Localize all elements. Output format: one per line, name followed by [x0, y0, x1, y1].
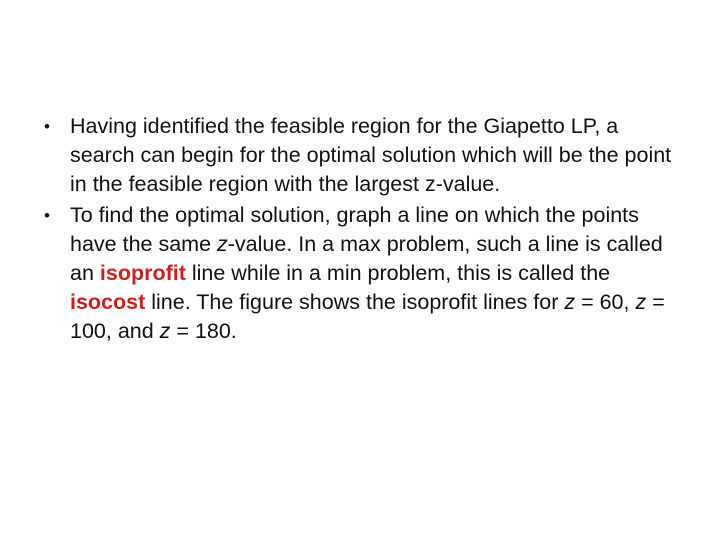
bullet-item-feasible-region	[44, 112, 678, 199]
bullet-text-part: To find the optimal solution, graph a line on which the points have the same	[70, 203, 639, 256]
bullet-marker: •	[44, 206, 50, 225]
bullet-item-isoprofit	[44, 201, 678, 346]
bullet-marker: •	[44, 117, 50, 136]
bullet-text-part: line. The figure shows the isoprofit lines for	[145, 290, 565, 314]
isoprofit-term: isoprofit	[99, 261, 186, 285]
z-variable: z	[635, 290, 647, 314]
bullet-text-part: = 100, and	[70, 290, 665, 343]
z-variable: z	[217, 232, 228, 256]
isocost-term: isocost	[70, 290, 146, 314]
bullet-list	[44, 112, 678, 348]
bullet-text: Having identified the feasible region for the Giapetto LP, a search can begin for the optimal solution which will be the point in the feasible region with the largest z-value.	[70, 114, 672, 196]
bullet-text-part: line while in a min problem, this is called the	[185, 261, 611, 285]
bullet-text-part: = 60,	[575, 290, 636, 314]
bullet-text-part: = 180.	[170, 319, 237, 343]
z-variable: z	[159, 319, 171, 343]
bullet-text-part: -value. In a max problem, such a line is called an	[70, 232, 663, 285]
z-variable: z	[564, 290, 576, 314]
